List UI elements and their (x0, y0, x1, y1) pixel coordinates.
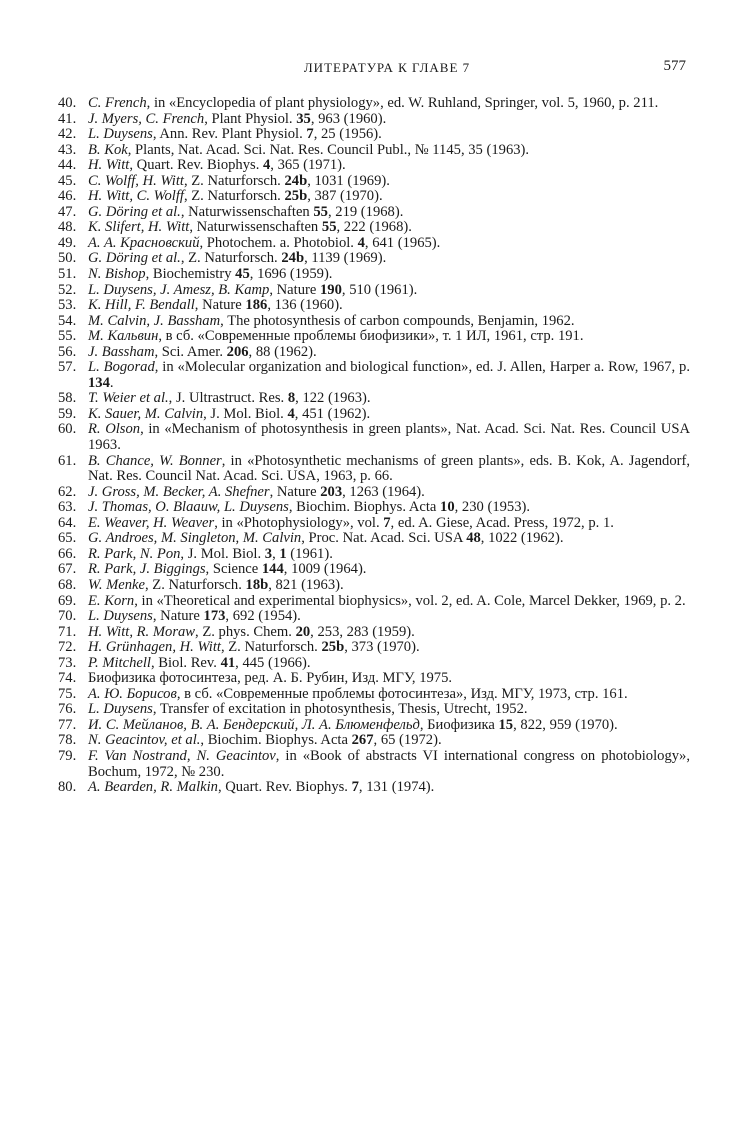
reference-authors: E. Weaver, H. Weaver (88, 514, 215, 531)
reference-segment: , 219 (1968). (327, 203, 404, 220)
reference-segment: , Proc. Nat. Acad. Sci. USA (301, 530, 467, 547)
reference-number: 43. (58, 141, 77, 158)
reference-volume: 267 (351, 732, 374, 749)
reference-number: 57. (58, 359, 77, 376)
reference-segment: , 963 (1960). (310, 110, 387, 127)
reference-segment: , Nature (152, 608, 204, 625)
reference-volume: 35 (296, 110, 311, 127)
reference-volume: 24b (281, 250, 305, 267)
reference-segment: , 1696 (1959). (249, 266, 333, 283)
reference-number: 60. (58, 421, 77, 438)
reference-number: 58. (58, 390, 77, 407)
reference-number: 71. (58, 623, 77, 640)
reference-volume: 55 (313, 203, 328, 220)
reference-item (58, 671, 690, 687)
reference-segment: , 1009 (1964). (283, 561, 367, 578)
reference-text (88, 158, 690, 174)
reference-segment: , in «Molecular organization and biological function», ed. J. Allen, Harper a. Row, 1967, p. (154, 359, 690, 376)
reference-segment: , 822, 959 (1970). (513, 716, 618, 733)
reference-segment: , Quart. Rev. Biophys. (129, 157, 263, 174)
reference-number: 63. (58, 499, 77, 516)
reference-segment: , Z. Naturforsch. (220, 639, 322, 656)
reference-number: 50. (58, 250, 77, 267)
reference-volume: 7 (383, 514, 391, 531)
reference-authors: И. С. Мейланов, В. А. Бендерский, Л. А. Блюменфельд (88, 716, 420, 733)
reference-item (58, 702, 690, 718)
reference-authors: B. Kok (88, 141, 128, 158)
reference-number: 75. (58, 685, 77, 702)
reference-segment: , Biol. Rev. (150, 654, 221, 671)
reference-text (88, 251, 690, 267)
reference-item (58, 251, 690, 267)
reference-segment: , 65 (1972). (373, 732, 442, 749)
reference-text (88, 345, 690, 361)
reference-authors: G. Döring et al. (88, 250, 181, 267)
reference-text (88, 407, 690, 423)
reference-volume: 45 (235, 266, 250, 283)
reference-volume: 4 (357, 234, 365, 251)
reference-text (88, 112, 690, 128)
reference-item (58, 143, 690, 159)
reference-number: 76. (58, 701, 77, 718)
reference-segment: , Transfer of excitation in photosynthesis, Thesis, Utrecht, 1952. (152, 701, 528, 718)
reference-volume: 144 (261, 561, 284, 578)
reference-number: 79. (58, 747, 77, 764)
reference-volume: 48 (466, 530, 481, 547)
reference-volume: 7 (306, 126, 314, 143)
reference-authors: L. Bogorad (88, 359, 155, 376)
reference-item (58, 283, 690, 299)
reference-text (88, 562, 690, 578)
reference-segment: , Biochemistry (145, 266, 236, 283)
reference-segment: , J. Mol. Biol. (203, 405, 288, 422)
reference-authors: J. Myers, C. French (88, 110, 205, 127)
reference-segment: , Biochim. Biophys. Acta (200, 732, 352, 749)
reference-segment: , в сб. «Современные проблемы биофизики», т. 1 ИЛ, 1961, стр. 191. (158, 328, 584, 345)
reference-authors: N. Geacintov, et al. (88, 732, 201, 749)
reference-authors: L. Duysens, J. Amesz, B. Kamp (88, 281, 270, 298)
reference-authors: H. Grünhagen, H. Witt (88, 639, 221, 656)
reference-item (58, 174, 690, 190)
reference-text (88, 733, 690, 749)
reference-text (88, 454, 690, 485)
reference-item (58, 329, 690, 345)
reference-number: 62. (58, 483, 77, 500)
reference-item (58, 625, 690, 641)
reference-item (58, 640, 690, 656)
reference-segment: , 253, 283 (1959). (310, 623, 415, 640)
reference-segment: , 230 (1953). (454, 499, 531, 516)
reference-text (88, 640, 690, 656)
reference-segment: , J. Mol. Biol. (180, 545, 265, 562)
reference-authors: L. Duysens (88, 608, 153, 625)
reference-segment: , in «Photophysiology», vol. (214, 514, 384, 531)
reference-item (58, 454, 690, 485)
reference-volume: 4 (287, 405, 295, 422)
reference-text (88, 594, 690, 610)
reference-segment: , 1263 (1964). (342, 483, 425, 500)
reference-item (58, 531, 690, 547)
reference-segment: , 88 (1962). (248, 343, 317, 360)
reference-text (88, 360, 690, 391)
reference-number: 40. (58, 95, 77, 111)
reference-volume: 20 (295, 623, 311, 640)
reference-item (58, 578, 690, 594)
reference-authors: L. Duysens (88, 126, 153, 143)
reference-number: 68. (58, 576, 77, 593)
reference-authors: L. Duysens (88, 701, 153, 718)
reference-segment: , 365 (1971). (270, 157, 346, 174)
reference-item (58, 656, 690, 672)
reference-volume: 1 (279, 545, 287, 562)
reference-item (58, 127, 690, 143)
reference-number: 77. (58, 716, 77, 733)
reference-authors: R. Park, J. Biggings (88, 561, 206, 578)
reference-number: 54. (58, 312, 77, 329)
reference-text (88, 391, 690, 407)
reference-text (88, 625, 690, 641)
reference-volume: 186 (245, 297, 268, 314)
reference-text (88, 687, 690, 703)
reference-volume: 25b (284, 188, 308, 205)
reference-item (58, 112, 690, 128)
reference-authors: А. Ю. Борисов (88, 685, 177, 702)
reference-number: 47. (58, 203, 77, 220)
reference-authors: T. Weier et al. (88, 390, 169, 407)
reference-segment: , J. Ultrastruct. Res. (168, 390, 288, 407)
reference-number: 69. (58, 592, 77, 609)
reference-segment: , Naturwissenschaften (180, 203, 314, 220)
reference-authors: J. Bassham (88, 343, 155, 360)
reference-volume: 7 (351, 779, 359, 796)
reference-text (88, 422, 690, 453)
reference-number: 73. (58, 654, 77, 671)
reference-number: 48. (58, 219, 77, 236)
reference-segment: , ed. A. Giese, Acad. Press, 1972, p. 1. (390, 514, 614, 531)
page-number: 577 (663, 58, 686, 74)
reference-segment: , in «Mechanism of photosynthesis in green plants», Nat. Acad. Sci. Nat. Res. Council USA 1963. (88, 421, 690, 454)
reference-volume: 173 (203, 608, 226, 625)
reference-number: 53. (58, 297, 77, 314)
reference-volume: 18b (245, 576, 269, 593)
reference-segment: , 122 (1963). (295, 390, 371, 407)
reference-number: 55. (58, 328, 77, 345)
reference-volume: 4 (263, 157, 271, 174)
reference-item (58, 609, 690, 625)
reference-volume: 24b (284, 172, 308, 189)
reference-segment: , Nature (269, 281, 320, 298)
reference-segment: , 25 (1956). (313, 126, 382, 143)
reference-segment: , Nature (269, 483, 321, 500)
reference-authors: M. Calvin, J. Bassham (88, 312, 221, 329)
reference-number: 78. (58, 732, 77, 749)
reference-item (58, 236, 690, 252)
reference-text (88, 96, 690, 112)
reference-segment: , Z. Naturforsch. (145, 576, 246, 593)
reference-number: 61. (58, 452, 77, 469)
reference-item (58, 749, 690, 780)
reference-segment: , Sci. Amer. (154, 343, 227, 360)
reference-text (88, 718, 690, 734)
reference-segment: , Biochim. Biophys. Acta (288, 499, 441, 516)
reference-segment: . (109, 374, 114, 391)
reference-segment: Биофизика фотосинтеза, ред. А. Б. Рубин, Изд. МГУ, 1975. (88, 670, 453, 687)
reference-volume: 3 (264, 545, 273, 562)
reference-text (88, 189, 690, 205)
reference-segment: , 131 (1974). (358, 779, 435, 796)
reference-segment: , (272, 545, 280, 562)
reference-segment: , Plants, Nat. Acad. Sci. Nat. Res. Council Publ., № 1145, 35 (1963). (127, 141, 530, 158)
reference-segment: , 510 (1961). (341, 281, 418, 298)
reference-segment: , 445 (1966). (235, 654, 311, 671)
reference-item (58, 500, 690, 516)
reference-number: 72. (58, 639, 77, 656)
reference-text (88, 127, 690, 143)
reference-authors: F. Van Nostrand, N. Geacintov (88, 747, 276, 764)
reference-segment: , Z. Naturforsch. (183, 172, 285, 189)
reference-volume: 15 (498, 716, 514, 733)
reference-text (88, 578, 690, 594)
reference-segment: , in «Theoretical and experimental biophysics», vol. 2, ed. A. Cole, Marcel Dekker, 1969, p. 2. (134, 592, 686, 609)
reference-text (88, 298, 690, 314)
reference-segment: , 1022 (1962). (480, 530, 564, 547)
reference-item (58, 687, 690, 703)
reference-text (88, 174, 690, 190)
reference-segment: , 136 (1960). (267, 297, 343, 314)
reference-number: 41. (58, 110, 77, 127)
reference-segment: , Z. Naturforsch. (180, 250, 282, 267)
reference-authors: K. Slifert, H. Witt (88, 219, 190, 236)
reference-item (58, 298, 690, 314)
reference-segment: , in «Book of abstracts VI international congress on photobiology», Bochum, 1972, № 230. (88, 747, 690, 780)
reference-number: 44. (58, 157, 77, 174)
reference-item (58, 733, 690, 749)
reference-text (88, 531, 690, 547)
reference-segment: , 387 (1970). (307, 188, 383, 205)
reference-authors: J. Gross, M. Becker, A. Shefner (88, 483, 270, 500)
reference-number: 59. (58, 405, 77, 422)
reference-authors: K. Sauer, M. Calvin (88, 405, 204, 422)
reference-segment: , in «Photosynthetic mechanisms of green plants», eds. B. Kok, A. Jagendorf, Nat. Res. Council Nat. Acad. Sci. USA, 1963, p. 66. (88, 452, 690, 485)
reference-segment: , Quart. Rev. Biophys. (217, 779, 352, 796)
reference-authors: J. Thomas, O. Blaauw, L. Duysens (88, 499, 289, 516)
reference-volume: 55 (321, 219, 337, 236)
reference-number: 56. (58, 343, 77, 360)
reference-authors: G. Döring et al. (88, 203, 181, 220)
reference-item (58, 96, 690, 112)
reference-authors: H. Witt (88, 157, 130, 174)
reference-item (58, 205, 690, 221)
reference-authors: C. French (88, 95, 147, 111)
reference-authors: P. Mitchell (88, 654, 151, 671)
running-head (88, 58, 686, 78)
reference-segment: , в сб. «Современные проблемы фотосинтеза», Изд. МГУ, 1973, стр. 161. (176, 685, 628, 702)
reference-segment: , Nature (194, 297, 246, 314)
reference-authors: R. Park, N. Pon (88, 545, 181, 562)
reference-text (88, 143, 690, 159)
reference-number: 80. (58, 779, 77, 796)
reference-number: 45. (58, 172, 77, 189)
reference-volume: 203 (320, 483, 343, 500)
reference-text (88, 749, 690, 780)
reference-segment: , Биофизика (419, 716, 499, 733)
reference-text (88, 314, 690, 330)
reference-number: 66. (58, 545, 77, 562)
reference-item (58, 360, 690, 391)
reference-segment: , Ann. Rev. Plant Physiol. (152, 126, 307, 143)
running-title: ЛИТЕРАТУРА К ГЛАВЕ 7 (303, 60, 471, 75)
reference-item (58, 718, 690, 734)
reference-segment: , The photosynthesis of carbon compounds, Benjamin, 1962. (220, 312, 575, 329)
reference-segment: , 373 (1970). (344, 639, 420, 656)
reference-text (88, 609, 690, 625)
reference-text (88, 702, 690, 718)
reference-text (88, 656, 690, 672)
reference-segment: , Plant Physiol. (204, 110, 297, 127)
reference-item (58, 485, 690, 501)
reference-volume: 206 (226, 343, 249, 360)
reference-number: 42. (58, 126, 77, 143)
reference-item (58, 407, 690, 423)
reference-authors: K. Hill, F. Bendall (88, 297, 195, 314)
reference-item (58, 780, 690, 796)
reference-item (58, 314, 690, 330)
reference-item (58, 267, 690, 283)
reference-segment: , Photochem. a. Photobiol. (199, 234, 358, 251)
reference-volume: 25b (321, 639, 345, 656)
reference-segment: , 1031 (1969). (307, 172, 390, 189)
reference-segment: , 821 (1963). (268, 576, 344, 593)
reference-item (58, 391, 690, 407)
reference-authors: M. Кальвин (88, 328, 159, 345)
reference-text (88, 267, 690, 283)
reference-segment: , in «Encyclopedia of plant physiology», ed. W. Ruhland, Springer, vol. 5, 1960, p. 211. (146, 95, 659, 111)
reference-number: 74. (58, 670, 77, 687)
reference-item (58, 422, 690, 453)
reference-item (58, 594, 690, 610)
reference-item (58, 220, 690, 236)
reference-authors: G. Androes, M. Singleton, M. Calvin (88, 530, 302, 547)
reference-item (58, 516, 690, 532)
reference-list (58, 96, 690, 796)
reference-segment: , 451 (1962). (294, 405, 371, 422)
reference-authors: A. Bearden, R. Malkin (88, 779, 218, 796)
reference-number: 51. (58, 266, 77, 283)
reference-number: 46. (58, 188, 77, 205)
reference-volume: 134 (88, 374, 110, 391)
reference-number: 70. (58, 608, 77, 625)
reference-volume: 190 (320, 281, 342, 298)
reference-segment: , 692 (1954). (225, 608, 301, 625)
reference-text (88, 516, 690, 532)
reference-text (88, 780, 690, 796)
reference-number: 65. (58, 530, 77, 547)
reference-text (88, 500, 690, 516)
reference-segment: , 222 (1968). (336, 219, 412, 236)
reference-volume: 41 (220, 654, 236, 671)
reference-item (58, 345, 690, 361)
reference-segment: , Z. phys. Chem. (195, 623, 296, 640)
reference-text (88, 485, 690, 501)
reference-segment: , Z. Naturforsch. (183, 188, 285, 205)
reference-text (88, 671, 690, 687)
reference-authors: R. Olson (88, 421, 141, 438)
reference-volume: 10 (440, 499, 455, 516)
reference-text (88, 547, 690, 563)
reference-authors: W. Menke (88, 576, 145, 593)
reference-volume: 8 (287, 390, 296, 407)
reference-number: 52. (58, 281, 77, 298)
reference-authors: E. Korn (88, 592, 135, 609)
reference-authors: B. Chance, W. Bonner (88, 452, 222, 469)
reference-item (58, 562, 690, 578)
reference-segment: , Naturwissenschaften (189, 219, 322, 236)
reference-number: 49. (58, 234, 77, 251)
reference-item (58, 547, 690, 563)
reference-text (88, 283, 690, 299)
reference-segment: , 1139 (1969). (304, 250, 387, 267)
reference-authors: C. Wolff, H. Witt (88, 172, 184, 189)
reference-number: 67. (58, 561, 77, 578)
reference-segment: , Science (205, 561, 262, 578)
reference-item (58, 158, 690, 174)
reference-text (88, 236, 690, 252)
reference-text (88, 329, 690, 345)
reference-authors: N. Bishop (88, 266, 146, 283)
reference-number: 64. (58, 514, 77, 531)
reference-item (58, 189, 690, 205)
reference-authors: H. Witt, R. Moraw (88, 623, 196, 640)
reference-text (88, 220, 690, 236)
reference-authors: A. A. Красновский (88, 234, 200, 251)
reference-text (88, 205, 690, 221)
reference-authors: H. Witt, C. Wolff (88, 188, 184, 205)
reference-segment: (1961). (286, 545, 333, 562)
reference-segment: , 641 (1965). (364, 234, 441, 251)
